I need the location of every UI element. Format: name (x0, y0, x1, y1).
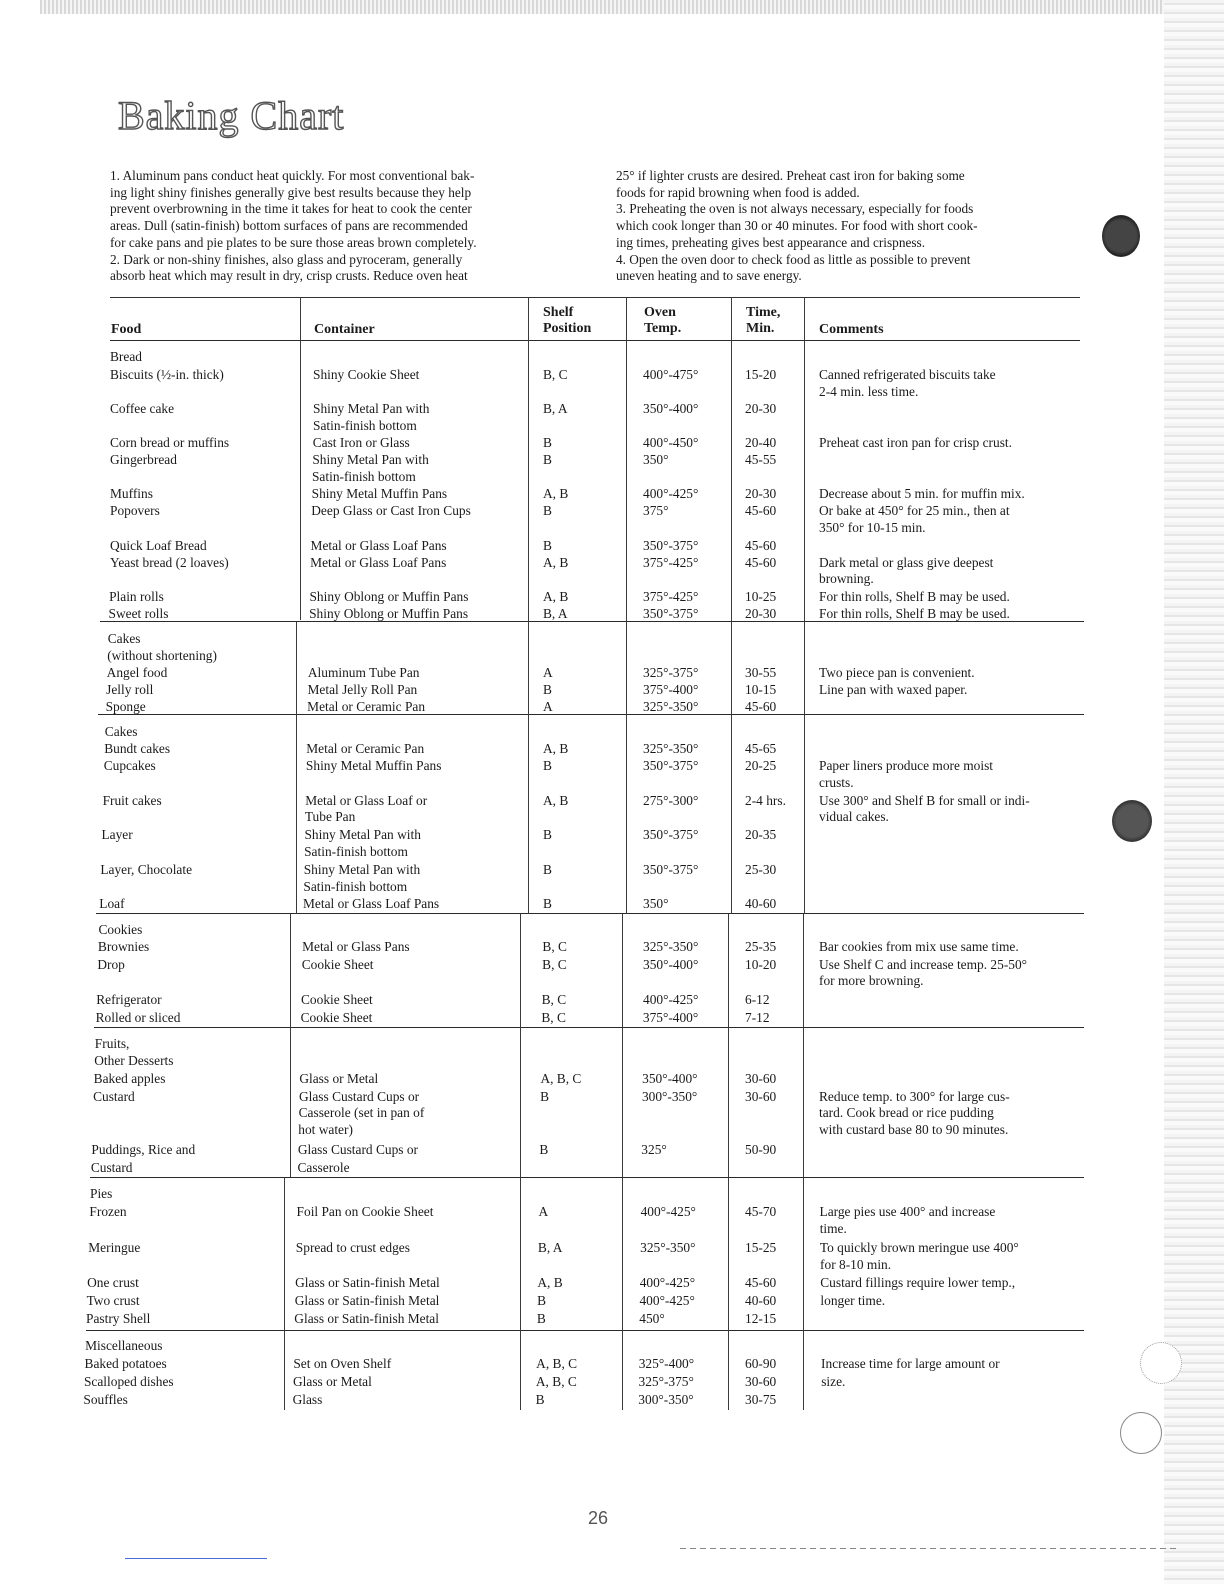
shelf-cell: B (543, 896, 552, 911)
food-cell: Baked potatoes (84, 1356, 167, 1371)
shelf-cell: B, C (541, 992, 567, 1007)
food-cell: Pies (90, 1186, 113, 1201)
intro-line: 25° if lighter crusts are desired. Preheat cast iron for baking some (616, 168, 965, 183)
time-cell: 20-30 (745, 401, 777, 416)
shelf-cell: B, A (543, 606, 568, 621)
intro-line: which cook longer than 30 or 40 minutes. For food with short cook- (616, 218, 978, 234)
container-cell: Satin-finish bottom (313, 418, 417, 433)
section-rule (96, 913, 1084, 914)
comment-cell: Increase time for large amount or (821, 1356, 1000, 1371)
container-cell: Glass Custard Cups or (298, 1089, 420, 1104)
food-cell: Loaf (99, 896, 125, 911)
comment-cell: Large pies use 400° and increase (819, 1204, 996, 1219)
food-cell: Popovers (110, 503, 160, 518)
shelf-cell: B, A (543, 401, 568, 416)
shelf-cell: B (540, 1089, 550, 1104)
intro-line: 1. Aluminum pans conduct heat quickly. For most conventional bak- (110, 168, 475, 183)
time-cell: 30-55 (745, 665, 777, 680)
food-cell: Layer (101, 827, 133, 842)
shelf-cell: B (535, 1392, 545, 1407)
time-cell: 40-60 (745, 1293, 777, 1308)
column-divider (622, 914, 623, 1410)
comment-cell: Two piece pan is convenient. (819, 665, 975, 680)
shelf-cell: B (543, 862, 552, 877)
comment-cell: Preheat cast iron pan for crisp crust. (819, 435, 1012, 450)
time-cell: 15-25 (745, 1240, 777, 1255)
comment-cell: 2-4 min. less time. (819, 384, 919, 399)
comment-cell: Bar cookies from mix use same time. (819, 939, 1019, 954)
food-cell: Meringue (88, 1240, 141, 1255)
temp-cell: 400°-425° (639, 1293, 695, 1308)
temp-cell: 350°-375° (643, 758, 699, 773)
container-cell: Set on Oven Shelf (293, 1356, 392, 1371)
container-cell: Cookie Sheet (300, 1010, 373, 1025)
container-cell: Glass or Metal (299, 1071, 379, 1086)
container-cell: Cast Iron or Glass (312, 435, 410, 450)
binder-hole-top (1102, 215, 1140, 257)
shelf-cell: A, B, C (535, 1374, 577, 1389)
shelf-cell: B, C (542, 939, 567, 954)
food-cell: Yeast bread (2 loaves) (110, 555, 229, 570)
container-cell: Metal or Glass Loaf Pans (310, 555, 447, 570)
container-cell: Shiny Oblong or Muffin Pans (309, 589, 469, 604)
time-cell: 30-60 (745, 1089, 777, 1104)
shelf-cell: B (537, 1293, 547, 1308)
comment-cell: Canned refrigerated biscuits take (819, 367, 996, 382)
container-cell: Shiny Metal Muffin Pans (311, 486, 448, 501)
time-cell: 30-60 (745, 1374, 777, 1389)
temp-cell: 400°-425° (640, 1204, 696, 1219)
container-cell: Satin-finish bottom (304, 844, 408, 859)
container-cell: Glass Custard Cups or (297, 1142, 418, 1157)
container-cell: Metal Jelly Roll Pan (307, 682, 418, 697)
intro-line: areas. Dull (satin-finish) bottom surfaces of pans are recommended (110, 218, 468, 234)
temp-cell: 375°-400° (642, 1010, 699, 1025)
container-cell: Glass or Satin-finish Metal (294, 1293, 440, 1308)
container-cell: Cookie Sheet (301, 992, 373, 1007)
comment-cell: Use 300° and Shelf B for small or indi- (819, 793, 1030, 808)
time-cell: 15-20 (745, 367, 777, 382)
column-divider (284, 1178, 285, 1410)
binder-hole-middle (1112, 800, 1152, 842)
temp-cell: 350°-375° (643, 827, 699, 842)
intro-line: prevent overbrowning in the time it takes for heat to cook the center (110, 201, 472, 217)
time-cell: 45-60 (745, 699, 777, 714)
table-top-rule (110, 297, 1080, 298)
intro-left-column (110, 168, 565, 285)
temp-cell: 350°-375° (643, 538, 699, 553)
time-cell: 25-30 (745, 862, 777, 877)
scan-footer-dots (680, 1548, 1180, 1549)
shelf-cell: A, B, C (536, 1356, 578, 1371)
binder-ring-lower (1140, 1342, 1182, 1384)
header-container: Container (314, 322, 375, 337)
temp-cell: 350°-375° (643, 606, 699, 621)
temp-cell: 350°-400° (643, 401, 699, 416)
food-cell: Two crust (86, 1293, 140, 1308)
comment-cell: Use Shelf C and increase temp. 25-50° (819, 957, 1028, 972)
temp-cell: 400°-425° (643, 486, 699, 501)
food-cell: Cupcakes (103, 758, 156, 773)
header-comments: Comments (819, 322, 884, 337)
temp-cell: 375°-425° (643, 589, 699, 604)
intro-line: 4. Open the oven door to check food as little as possible to prevent (616, 251, 971, 267)
temp-cell: 325°-375° (638, 1374, 694, 1389)
header-time-line2: Min. (746, 321, 775, 336)
food-cell: Miscellaneous (85, 1338, 163, 1353)
temp-cell: 450° (639, 1311, 665, 1326)
container-cell: Shiny Metal Muffin Pans (305, 758, 442, 773)
time-cell: 45-60 (745, 1275, 777, 1290)
shelf-cell: B (543, 435, 552, 450)
time-cell: 45-55 (745, 452, 777, 467)
column-divider (528, 298, 529, 914)
shelf-cell: A, B (543, 793, 569, 808)
container-cell: Glass (292, 1392, 323, 1407)
column-divider (290, 914, 291, 1177)
food-cell: Puddings, Rice and (91, 1142, 196, 1157)
comment-cell: For thin rolls, Shelf B may be used. (819, 589, 1010, 604)
shelf-cell: A (543, 699, 553, 714)
shelf-cell: B, C (542, 957, 567, 972)
header-food: Food (111, 322, 142, 337)
intro-line: ing times, preheating gives best appearance and crispness. (616, 234, 926, 250)
temp-cell: 325°-350° (643, 939, 699, 954)
column-divider (296, 622, 297, 914)
time-cell: 20-25 (745, 758, 777, 773)
shelf-cell: A, B (543, 486, 569, 501)
section-rule (94, 1027, 1084, 1028)
container-cell: hot water) (298, 1122, 353, 1137)
header-time-line1: Time, (746, 305, 781, 320)
temp-cell: 325°-350° (640, 1240, 696, 1255)
comment-cell: longer time. (820, 1293, 886, 1308)
column-divider (626, 298, 627, 914)
container-cell: Shiny Metal Pan with (304, 827, 421, 842)
shelf-cell: A, B (543, 589, 569, 604)
container-cell: Casserole (297, 1160, 350, 1175)
food-cell: Sponge (105, 699, 146, 714)
temp-cell: 275°-300° (643, 793, 699, 808)
comment-cell: tard. Cook bread or rice pudding (819, 1105, 994, 1120)
temp-cell: 325°-350° (643, 699, 699, 714)
food-cell: (without shortening) (107, 648, 217, 663)
container-cell: Metal or Ceramic Pan (307, 699, 426, 714)
page-number: 26 (588, 1508, 609, 1528)
time-cell: 20-40 (745, 435, 777, 450)
container-cell: Foil Pan on Cookie Sheet (296, 1204, 434, 1219)
comment-cell: Dark metal or glass give deepest (819, 555, 994, 570)
container-cell: Satin-finish bottom (311, 469, 416, 484)
temp-cell: 325°-375° (643, 665, 699, 680)
comment-cell: for 8-10 min. (820, 1257, 892, 1272)
food-cell: Custard (93, 1089, 135, 1104)
shelf-cell: B (543, 827, 552, 842)
container-cell: Satin-finish bottom (303, 879, 408, 894)
temp-cell: 400°-425° (643, 992, 699, 1007)
section-rule (98, 714, 1084, 715)
food-cell: Gingerbread (110, 452, 177, 467)
temp-cell: 400°-475° (643, 367, 699, 382)
food-cell: Bread (110, 349, 142, 364)
time-cell: 10-15 (745, 682, 777, 697)
column-divider (300, 298, 301, 620)
food-cell: Drop (97, 957, 125, 972)
container-cell: Shiny Cookie Sheet (313, 367, 420, 382)
container-cell: Shiny Oblong or Muffin Pans (309, 606, 469, 621)
container-cell: Deep Glass or Cast Iron Cups (311, 503, 471, 518)
intro-line: 2. Dark or non-shiny finishes, also glass and pyroceram, generally (110, 251, 463, 267)
comment-cell: vidual cakes. (819, 809, 889, 824)
column-divider (803, 914, 804, 1410)
food-cell: Souffles (83, 1392, 128, 1407)
temp-cell: 375°-400° (643, 682, 699, 697)
container-cell: Tube Pan (304, 809, 356, 824)
food-cell: Cakes (104, 724, 138, 739)
food-cell: Scalloped dishes (83, 1374, 174, 1389)
container-cell: Metal or Glass Loaf Pans (303, 896, 440, 911)
time-cell: 12-15 (745, 1311, 777, 1326)
comment-cell: time. (819, 1221, 847, 1236)
container-cell: Casserole (set in pan of (298, 1105, 425, 1120)
time-cell: 20-30 (745, 486, 777, 501)
comment-cell: crusts. (819, 775, 854, 790)
shelf-cell: A (543, 665, 553, 680)
food-cell: Baked apples (93, 1071, 166, 1086)
time-cell: 20-30 (745, 606, 777, 621)
header-time (746, 305, 780, 337)
food-cell: Brownies (97, 939, 150, 954)
shelf-cell: B (543, 452, 552, 467)
time-cell: 60-90 (745, 1356, 777, 1371)
food-cell: Custard (90, 1160, 133, 1175)
food-cell: Cakes (107, 631, 141, 646)
comment-cell: For thin rolls, Shelf B may be used. (819, 606, 1010, 621)
time-cell: 45-65 (745, 741, 777, 756)
shelf-cell: B (539, 1142, 549, 1157)
food-cell: Quick Loaf Bread (110, 538, 207, 553)
food-cell: Other Desserts (94, 1053, 174, 1068)
time-cell: 45-70 (745, 1204, 777, 1219)
food-cell: Muffins (110, 486, 153, 501)
shelf-cell: A (538, 1204, 549, 1219)
header-shelf (543, 305, 591, 337)
food-cell: Cookies (98, 922, 143, 937)
temp-cell: 325°-400° (638, 1356, 695, 1371)
time-cell: 25-35 (745, 939, 777, 954)
time-cell: 20-35 (745, 827, 777, 842)
food-cell: Bundt cakes (104, 741, 171, 756)
container-cell: Shiny Metal Pan with (312, 452, 429, 467)
container-cell: Metal or Glass Loaf Pans (310, 538, 447, 553)
food-cell: Angel food (106, 665, 168, 680)
page-title: Baking Chart (118, 93, 345, 138)
temp-cell: 350° (643, 452, 669, 467)
temp-cell: 300°-350° (641, 1089, 698, 1104)
food-cell: Jelly roll (106, 682, 154, 697)
time-cell: 45-60 (745, 538, 777, 553)
time-cell: 30-75 (745, 1392, 777, 1407)
section-rule (86, 1330, 1084, 1331)
shelf-cell: B, C (541, 1010, 566, 1025)
temp-cell: 325° (641, 1142, 667, 1157)
food-cell: Fruits, (94, 1036, 130, 1051)
scan-footer-line (125, 1558, 267, 1559)
container-cell: Glass or Satin-finish Metal (295, 1275, 440, 1290)
shelf-cell: A, B (543, 741, 569, 756)
time-cell: 6-12 (745, 992, 770, 1007)
time-cell: 2-4 hrs. (745, 793, 786, 808)
comment-cell: To quickly brown meringue use 400° (819, 1240, 1019, 1255)
scan-top-band (40, 0, 1200, 14)
food-cell: Layer, Chocolate (100, 862, 193, 877)
shelf-cell: A, B (543, 555, 569, 570)
intro-line: absorb heat which may result in dry, crisp crusts. Reduce oven heat (110, 268, 468, 284)
food-cell: Frozen (89, 1204, 127, 1219)
container-cell: Metal or Glass Pans (302, 939, 410, 954)
time-cell: 30-60 (745, 1071, 777, 1086)
comment-cell: size. (821, 1374, 846, 1389)
comment-cell: with custard base 80 to 90 minutes. (819, 1122, 1009, 1137)
container-cell: Spread to crust edges (295, 1240, 410, 1255)
shelf-cell: B (543, 758, 552, 773)
comment-cell: Or bake at 450° for 25 min., then at (819, 503, 1010, 518)
temp-cell: 400°-425° (639, 1275, 696, 1290)
header-shelf-line1: Shelf (543, 305, 574, 320)
food-cell: Refrigerator (96, 992, 162, 1007)
time-cell: 10-20 (745, 957, 777, 972)
food-cell: Rolled or sliced (95, 1010, 181, 1025)
container-cell: Aluminum Tube Pan (307, 665, 420, 680)
intro-line: ing light shiny finishes generally give best results because they help (110, 184, 472, 200)
shelf-cell: B (543, 538, 552, 553)
container-cell: Metal or Ceramic Pan (306, 741, 425, 756)
header-temp-line1: Oven (644, 305, 676, 320)
container-cell: Metal or Glass Loaf or (305, 793, 428, 808)
shelf-cell: B (536, 1311, 546, 1326)
time-cell: 50-90 (745, 1142, 777, 1157)
food-cell: Plain rolls (109, 589, 164, 604)
temp-cell: 350°-400° (642, 1071, 698, 1086)
intro-line: 3. Preheating the oven is not always necessary, especially for foods (616, 201, 974, 217)
temp-cell: 375°-425° (643, 555, 699, 570)
header-shelf-line2: Position (543, 321, 592, 336)
container-cell: Shiny Metal Pan with (303, 862, 421, 877)
temp-cell: 350°-400° (643, 957, 699, 972)
time-cell: 10-25 (745, 589, 777, 604)
shelf-cell: B, C (543, 367, 568, 382)
time-cell: 45-60 (745, 503, 777, 518)
shelf-cell: A, B, C (540, 1071, 582, 1086)
comment-cell: Paper liners produce more moist (819, 758, 994, 773)
column-divider (728, 914, 729, 1410)
intro-right-column (616, 168, 1058, 285)
column-divider (804, 298, 805, 914)
temp-cell: 325°-350° (643, 741, 699, 756)
intro-line: for cake pans and pie plates to be sure those areas brown completely. (110, 234, 477, 250)
temp-cell: 350°-375° (643, 862, 699, 877)
temp-cell: 375° (643, 503, 669, 518)
comment-cell: 350° for 10-15 min. (819, 520, 926, 535)
food-cell: Fruit cakes (102, 793, 162, 808)
column-divider (520, 914, 521, 1410)
comment-cell: browning. (819, 571, 874, 586)
container-cell: Cookie Sheet (301, 957, 374, 972)
shelf-cell: A, B (537, 1275, 563, 1290)
food-cell: One crust (87, 1275, 139, 1290)
container-cell: Shiny Metal Pan with (313, 401, 430, 416)
time-cell: 7-12 (745, 1010, 770, 1025)
food-cell: Sweet rolls (108, 606, 169, 621)
comment-cell: Line pan with waxed paper. (819, 682, 968, 697)
temp-cell: 300°-350° (638, 1392, 694, 1407)
header-oven-temp (644, 305, 681, 337)
shelf-cell: B (543, 503, 552, 518)
shelf-cell: B, A (537, 1240, 563, 1255)
shelf-cell: B (543, 682, 552, 697)
comment-cell: Custard fillings require lower temp., (820, 1275, 1016, 1290)
header-rule (110, 340, 1080, 341)
container-cell: Glass or Metal (292, 1374, 372, 1389)
time-cell: 45-60 (745, 555, 777, 570)
comment-cell: Reduce temp. to 300° for large cus- (819, 1089, 1010, 1104)
intro-line: foods for rapid browning when food is added. (616, 184, 860, 200)
time-cell: 40-60 (745, 896, 777, 911)
comment-cell: Decrease about 5 min. for muffin mix. (819, 486, 1025, 501)
header-temp-line2: Temp. (644, 321, 682, 336)
food-cell: Pastry Shell (86, 1311, 151, 1326)
comment-cell: for more browning. (819, 973, 924, 988)
column-divider (731, 298, 732, 914)
food-cell: Corn bread or muffins (110, 435, 230, 450)
container-cell: Glass or Satin-finish Metal (294, 1311, 439, 1326)
food-cell: Coffee cake (110, 401, 175, 416)
binder-ring-bottom (1120, 1412, 1162, 1454)
food-cell: Biscuits (½-in. thick) (110, 367, 224, 382)
temp-cell: 400°-450° (643, 435, 699, 450)
temp-cell: 350° (643, 896, 669, 911)
section-rule (90, 1177, 1084, 1178)
intro-line: uneven heating and to save energy. (616, 268, 802, 284)
